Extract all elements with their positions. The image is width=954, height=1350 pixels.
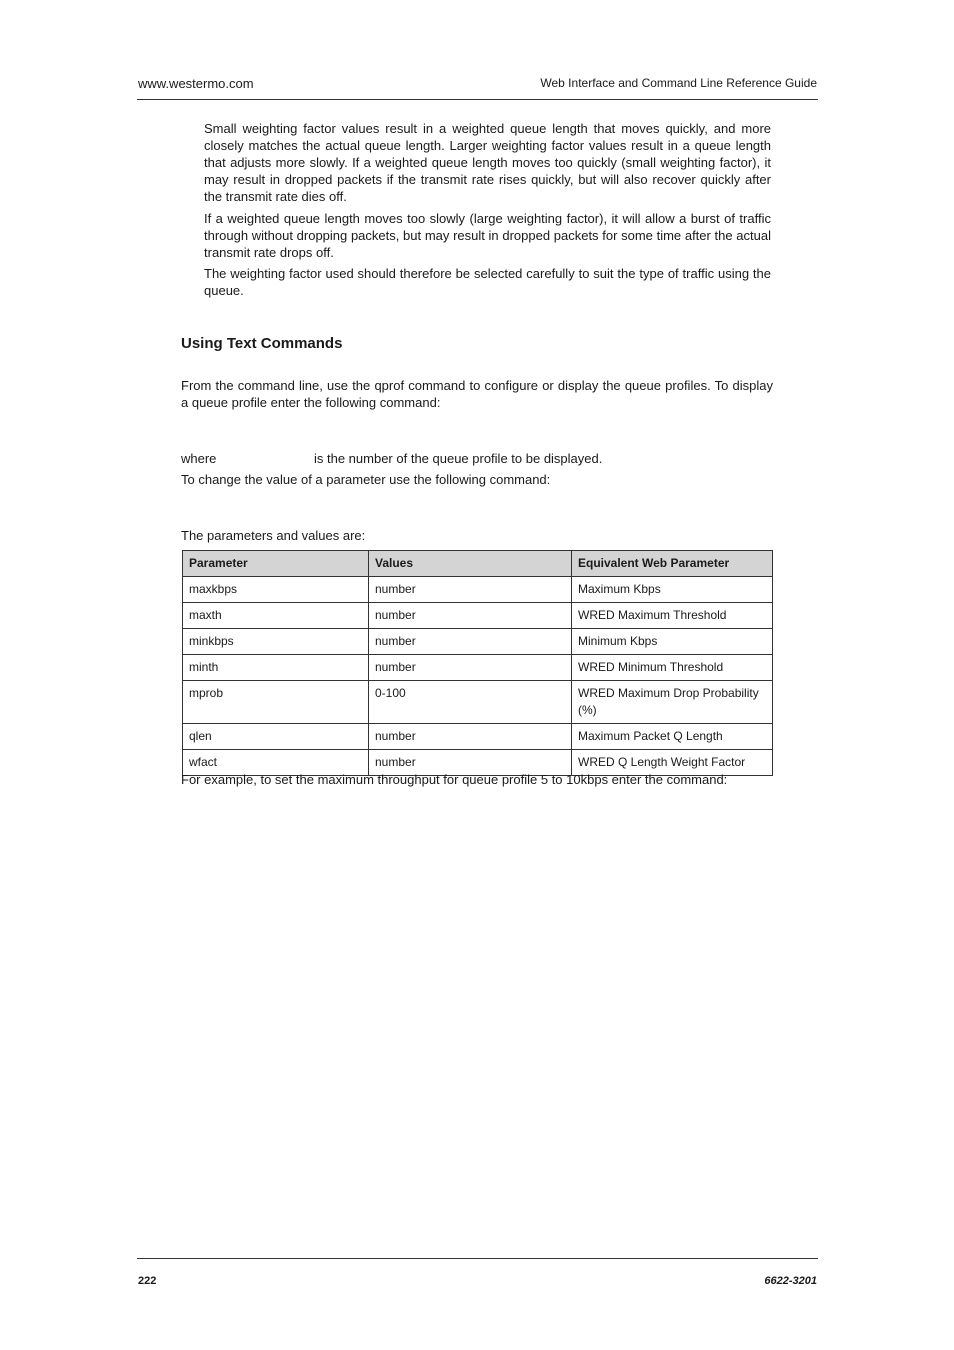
cell-parameter: wfact — [183, 750, 369, 776]
header-web-parameter: Equivalent Web Parameter — [572, 551, 773, 577]
header-website: www.westermo.com — [138, 76, 254, 91]
cell-parameter: minkbps — [183, 629, 369, 655]
cell-parameter: mprob — [183, 681, 369, 724]
cell-values: number — [369, 655, 572, 681]
table-row — [183, 603, 773, 629]
parameters-table — [182, 550, 773, 776]
example-paragraph: For example, to set the maximum throughput for queue profile 5 to 10kbps enter the command: — [181, 772, 728, 787]
where-word: where — [181, 451, 217, 466]
table-header-row — [183, 551, 773, 577]
footer-rule — [137, 1258, 818, 1259]
header-title: Web Interface and Command Line Reference Guide — [540, 76, 817, 90]
cell-web-parameter: WRED Minimum Threshold — [572, 655, 773, 681]
header-parameter: Parameter — [183, 551, 369, 577]
cell-values: 0-100 — [369, 681, 572, 724]
change-paragraph: To change the value of a parameter use the following command: — [181, 472, 551, 487]
cell-web-parameter: Minimum Kbps — [572, 629, 773, 655]
cell-web-parameter: WRED Maximum Drop Probability (%) — [572, 681, 773, 724]
section-heading: Using Text Commands — [181, 335, 343, 352]
header-values: Values — [369, 551, 572, 577]
header-rule — [137, 99, 818, 100]
intro-paragraph-2: If a weighted queue length moves too slowly (large weighting factor), it will allow a burst of traffic through without dropping packets, but may result in dropped packets for some time after the actual transmit rate drops off. — [204, 211, 771, 260]
table-row — [183, 681, 773, 724]
cell-web-parameter: WRED Q Length Weight Factor — [572, 750, 773, 776]
parameters-intro: The parameters and values are: — [181, 528, 366, 543]
page-number: 222 — [138, 1275, 157, 1287]
cell-web-parameter: Maximum Packet Q Length — [572, 724, 773, 750]
cell-values: number — [369, 724, 572, 750]
table-row — [183, 577, 773, 603]
cell-parameter: maxth — [183, 603, 369, 629]
cell-parameter: maxkbps — [183, 577, 369, 603]
cell-parameter: qlen — [183, 724, 369, 750]
table-row — [183, 724, 773, 750]
table-row — [183, 629, 773, 655]
where-explanation: is the number of the queue profile to be displayed. — [314, 451, 603, 466]
intro-paragraph-1: Small weighting factor values result in a weighted queue length that moves quickly, and more closely matches the actual queue length. Larger weighting factor values result in a queue length that adjusts more slowly. If a weighted queue length moves too quickly (small weighting factor), it may result in dropped packets if the transmit rate rises quickly, but will also recover quickly after the transmit rate dies off. — [204, 121, 771, 204]
cell-values: number — [369, 603, 572, 629]
document-number: 6622-3201 — [764, 1275, 817, 1287]
cell-parameter: minth — [183, 655, 369, 681]
intro-paragraph-3: The weighting factor used should therefore be selected carefully to suit the type of traffic using the queue. — [204, 266, 771, 298]
cell-values: number — [369, 750, 572, 776]
cell-web-parameter: Maximum Kbps — [572, 577, 773, 603]
cell-values: number — [369, 577, 572, 603]
table-row — [183, 655, 773, 681]
cell-web-parameter: WRED Maximum Threshold — [572, 603, 773, 629]
cell-values: number — [369, 629, 572, 655]
command-paragraph: From the command line, use the qprof command to configure or display the queue profiles. To display a queue profile enter the following command: — [181, 378, 773, 410]
